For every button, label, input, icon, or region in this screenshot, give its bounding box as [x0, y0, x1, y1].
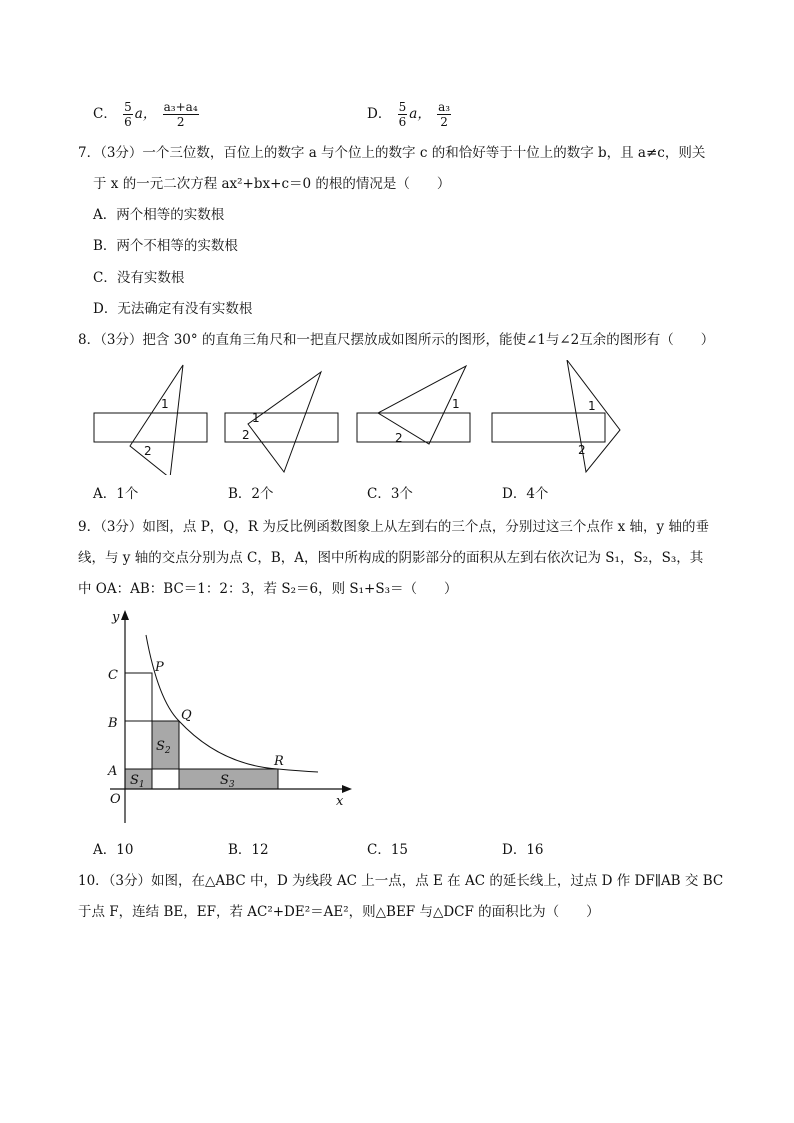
- q9-label-y: y: [112, 610, 120, 625]
- q9-option-c: C．15: [367, 842, 409, 858]
- q10-stem-line-2: 于点 F，连结 BE，EF，若 AC²+DE²＝AE²，则△BEF 与△DCF 的面积比为（ ）: [78, 904, 600, 920]
- q6-option-d-fraction-2: $\frac{\text{a₃}}{2}$: [438, 100, 451, 129]
- q9-label-s3: $S_3$: [220, 773, 235, 790]
- q9-stem-line-1: 9．（3分）如图，点 P，Q，R 为反比例函数图象上从左到右的三个点，分别过这三个点作 x 轴，y 轴的垂: [78, 519, 709, 535]
- q6-option-d: D． $\frac{5}{6}$ a， $\frac{\text{a₃}}{2}$: [367, 100, 451, 129]
- q8-figure-a: [94, 365, 207, 475]
- q6-option-d-fraction-1: $\frac{5}{6}$: [398, 100, 407, 129]
- q9-option-d: D．16: [502, 842, 544, 858]
- q7-option-b: B．两个不相等的实数根: [93, 238, 238, 254]
- q9-label-r: R: [274, 754, 284, 769]
- q7-option-d: D．无法确定有没有实数根: [93, 301, 253, 317]
- q8-fig-c-angle-1: 1: [452, 397, 460, 411]
- q8-figure-b: [225, 372, 338, 472]
- q7-stem-line-1: 7．（3分）一个三位数，百位上的数字 a 与个位上的数字 c 的和恰好等于十位上的数字 b，且 a≠c，则关: [78, 145, 706, 161]
- q8-option-b: B．2个: [228, 486, 274, 502]
- q7-stem-line-2: 于 x 的一元二次方程 ax²+bx+c＝0 的根的情况是（ ）: [93, 176, 451, 192]
- q9-label-a: A: [108, 764, 118, 779]
- q8-fig-d-angle-2: 2: [578, 443, 586, 457]
- q8-fig-b-angle-1: 1: [252, 411, 260, 425]
- q9-label-q: Q: [181, 708, 192, 723]
- q8-figure-d: [492, 360, 620, 472]
- q9-label-b: B: [108, 716, 118, 731]
- q9-graph: [100, 605, 360, 835]
- q10-stem-line-1: 10．（3分）如图，在△ABC 中，D 为线段 AC 上一点，点 E 在 AC 的延长线上，过点 D 作 DF∥AB 交 BC: [78, 873, 724, 889]
- q8-fig-d-angle-1: 1: [588, 399, 596, 413]
- q8-stem-line-1: 8．（3分）把含 30° 的直角三角尺和一把直尺摆放成如图所示的图形，能使∠1与∠2互余的图形有（ ）: [78, 332, 715, 348]
- q8-fig-a-angle-1: 1: [161, 397, 169, 411]
- q7-option-c: C．没有实数根: [93, 270, 185, 286]
- q8-option-c: C．3个: [367, 486, 413, 502]
- q9-stem-line-3: 中 OA：AB：BC＝1：2：3，若 S₂＝6，则 S₁+S₃＝（ ）: [78, 581, 458, 597]
- q8-option-d: D．4个: [502, 486, 549, 502]
- q8-fig-a-angle-2: 2: [144, 444, 152, 458]
- q9-label-x: x: [336, 794, 344, 809]
- q9-option-a: A．10: [93, 842, 134, 858]
- q8-fig-b-angle-2: 2: [242, 428, 250, 442]
- q6-option-c-label: C．: [93, 106, 117, 122]
- q6-option-c-fraction-1: $\frac{5}{6}$: [124, 100, 132, 129]
- q6-option-c: C． $\frac{5}{6}$ a， $\frac{\text{a₃+a₄}}{2}$: [93, 100, 198, 129]
- q9-label-c: C: [108, 668, 118, 683]
- q9-label-p: P: [155, 660, 164, 675]
- q9-label-o: O: [110, 792, 121, 807]
- q6-option-c-fraction-2: $\frac{\text{a₃+a₄}}{2}$: [163, 100, 198, 129]
- q9-label-s2: $S_2$: [156, 739, 171, 756]
- q7-option-a: A．两个相等的实数根: [93, 207, 225, 223]
- q6-option-d-label: D．: [367, 106, 392, 122]
- q9-label-s1: $S_1$: [130, 773, 145, 790]
- q9-stem-line-2: 线，与 y 轴的交点分别为点 C，B，A，图中所构成的阴影部分的面积从左到右依次记为 S₁，S₂，S₃，其: [78, 550, 704, 566]
- q8-option-a: A．1个: [93, 486, 139, 502]
- q8-figures: [88, 360, 628, 475]
- q8-fig-c-angle-2: 2: [395, 431, 403, 445]
- q9-option-b: B．12: [228, 842, 269, 858]
